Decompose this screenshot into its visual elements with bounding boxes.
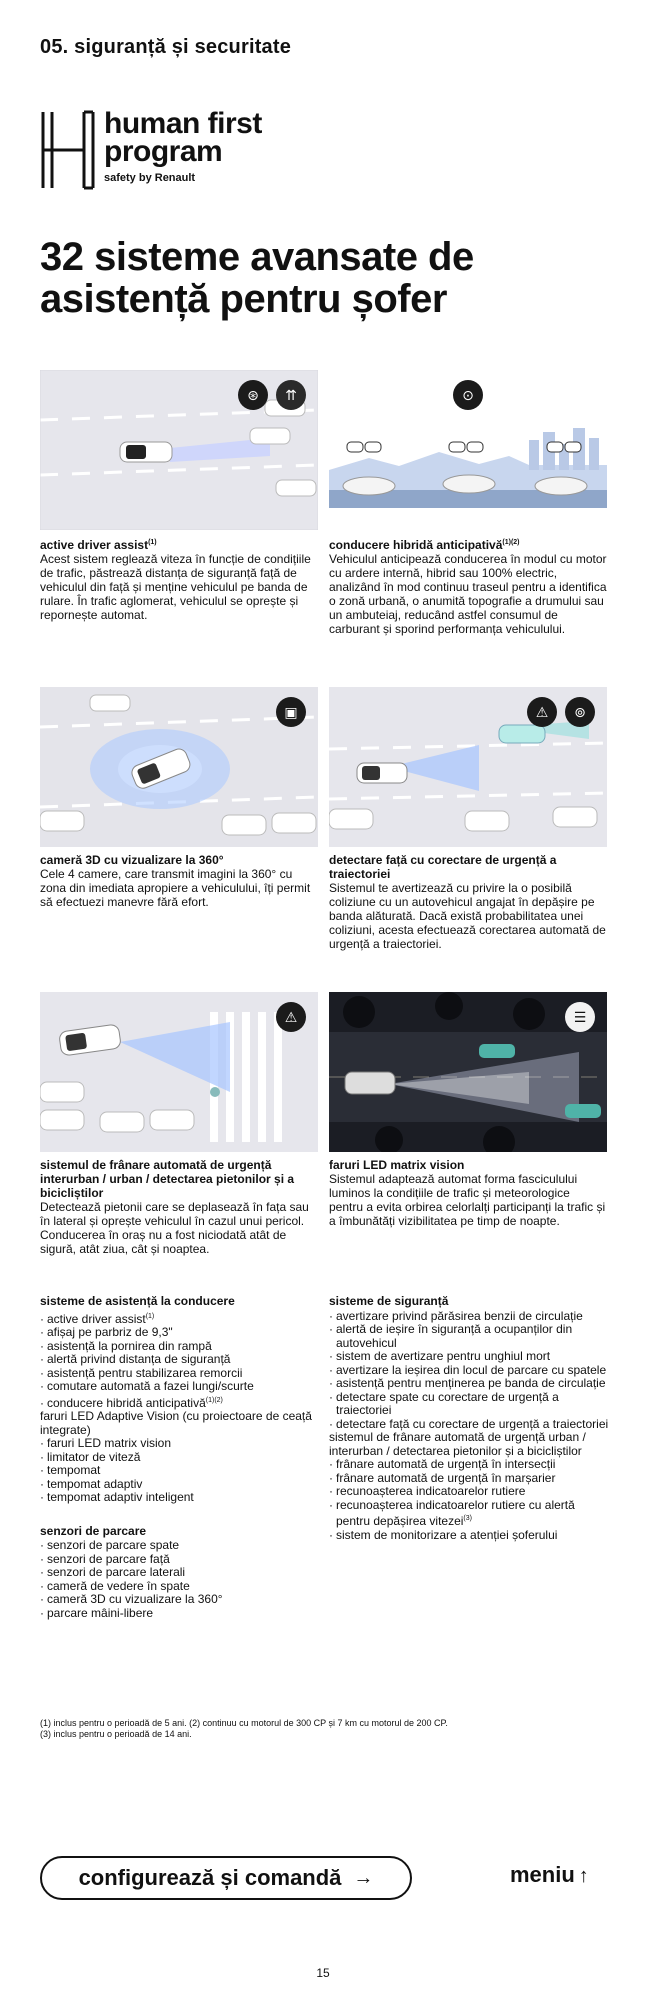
bullet-icon: · [329, 1389, 333, 1404]
safety-list-title: sisteme de siguranță [329, 1294, 449, 1308]
list-item [329, 1377, 609, 1391]
arrow-up-icon: ↑ [578, 1865, 589, 1887]
page-headline [40, 236, 620, 320]
card-title-text: active driver assist [40, 538, 149, 552]
headlight-icon: ☰ [565, 1002, 595, 1032]
list-item [40, 1380, 320, 1394]
hybrid-car-icon: ⊙ [453, 380, 483, 410]
bullet-icon: · [40, 1605, 44, 1620]
list-item [329, 1391, 609, 1418]
bullet-icon: · [40, 1551, 44, 1566]
list-item-note: (1) [145, 1312, 155, 1320]
parking-list [40, 1539, 320, 1620]
assist-and-parking-lists [40, 1295, 320, 1620]
list-item [329, 1485, 609, 1499]
360-camera-illustration [40, 687, 318, 847]
list-item-text: detectare spate cu corectare de urgență a traiectoriei [336, 1389, 559, 1417]
footnote-line2: (3) inclus pentru o perioadă de 14 ani. [40, 1729, 192, 1739]
assist-list [40, 1310, 320, 1505]
bullet-icon: · [40, 1379, 44, 1393]
pedestrian-detection-icon: ⚠ [276, 1002, 306, 1032]
bullet-icon: · [329, 1308, 333, 1323]
list-item-text: recunoașterea indicatoarelor rutiere cu alertă pentru depășirea vitezei [336, 1497, 575, 1528]
page-number: 15 [316, 1966, 330, 1980]
card-text: Cele 4 camere, care transmit imagini la 360° cu zona din imediata apropiere a vehiculului, îți permit să efectuezi manevre fără efort. [40, 867, 311, 909]
list-item-text: faruri LED matrix vision [47, 1436, 172, 1450]
bullet-icon: · [329, 1322, 333, 1336]
bullet-icon: · [40, 1538, 44, 1552]
predictive-hybrid-illustration [329, 370, 607, 530]
card-title: cameră 3D cu vizualizare la 360° [40, 853, 224, 867]
list-item [40, 1539, 320, 1553]
list-item-text: limitator de viteză [47, 1449, 141, 1464]
list-item-text: asistență pentru stabilizarea remorcii [47, 1365, 243, 1380]
menu-label: meniu [510, 1862, 575, 1887]
list-item-text: active driver assist [47, 1311, 146, 1326]
front-collision-illustration [329, 687, 607, 847]
card-title-note: (1)(2) [502, 539, 520, 546]
card-title: faruri LED matrix vision [329, 1158, 465, 1172]
list-item [40, 1464, 320, 1478]
card-title-text: conducere hibridă anticipativă [329, 538, 503, 552]
bullet-icon: · [40, 1490, 44, 1504]
list-item [329, 1418, 609, 1432]
list-item [40, 1340, 320, 1354]
footnote-line1: (1) inclus pentru o perioadă de 5 ani. (2) continuu cu motorul de 300 CP și 7 km cu motorul de 200 CP. [40, 1718, 448, 1728]
list-item [40, 1607, 320, 1621]
list-item-text: frânare automată de urgență în marșarier [336, 1470, 556, 1485]
list-item-text: detectare față cu corectare de urgență a traiectoriei [336, 1416, 609, 1431]
list-item [329, 1499, 609, 1529]
hf-logo-mark-icon [40, 110, 96, 190]
list-item [40, 1310, 320, 1327]
list-item-text: afișaj pe parbriz de 9,3" [47, 1325, 173, 1339]
list-item [329, 1431, 609, 1458]
bullet-icon: · [329, 1497, 333, 1512]
assist-list-title: sisteme de asistență la conducere [40, 1294, 235, 1308]
feature-card-predictive-hybrid [329, 370, 607, 636]
list-item-text: avertizare la ieșirea din locul de parcare cu spatele [336, 1362, 607, 1377]
card-title [329, 536, 607, 552]
list-item-text: tempomat adaptiv [47, 1476, 143, 1491]
led-matrix-illustration [329, 992, 607, 1152]
list-item [40, 1593, 320, 1607]
list-item-text: recunoașterea indicatoarelor rutiere [336, 1484, 526, 1498]
360-camera-icon: ▣ [276, 697, 306, 727]
bullet-icon: · [329, 1484, 333, 1498]
list-item-text: sistem de monitorizare a atenției șoferului [336, 1527, 558, 1542]
configure-and-order-label: configurează și comandă [78, 1865, 342, 1890]
list-item [329, 1364, 609, 1378]
configure-and-order-button[interactable] [40, 1856, 412, 1900]
list-item [40, 1326, 320, 1340]
menu-link[interactable] [510, 1862, 589, 1888]
list-item-text: frânare automată de urgență în intersecții [336, 1457, 556, 1471]
list-item-text: cameră 3D cu vizualizare la 360° [47, 1592, 223, 1606]
list-item-text: senzori de parcare laterali [47, 1565, 186, 1579]
list-item-text: tempomat [47, 1463, 101, 1477]
list-item-text: conducere hibridă anticipativă [47, 1395, 206, 1410]
list-item-text: asistență pentru menținerea pe banda de circulație [336, 1376, 606, 1390]
collision-warning-icon: ⚠ [527, 697, 557, 727]
section-title: 05. siguranță și securitate [40, 36, 292, 58]
list-item-text: parcare mâini-libere [47, 1605, 154, 1620]
list-item-text: avertizare privind părăsirea benzii de circulație [336, 1308, 583, 1323]
card-text: Sistemul adaptează automat forma fasciculului luminos la condițiile de trafic și meteorologice pentru a evita orbirea celorlalți participanți la trafic și a îmbunătăți vizibilitatea pe timp de noapte. [329, 1172, 606, 1228]
bullet-icon: · [40, 1592, 44, 1606]
list-item [40, 1353, 320, 1367]
safety-list [329, 1310, 609, 1543]
list-item-text: sistem de avertizare pentru unghiul mort [336, 1349, 551, 1363]
list-item-text: tempomat adaptiv inteligent [47, 1490, 194, 1504]
headline-line1: 32 sisteme avansate de [40, 235, 474, 279]
feature-card-aeb-pedestrian [40, 992, 318, 1256]
list-item-text: senzori de parcare spate [47, 1538, 180, 1552]
list-item [329, 1323, 609, 1350]
card-title [40, 536, 318, 552]
feature-card-front-collision-correction [329, 687, 607, 951]
list-item [40, 1580, 320, 1594]
list-item-text: comutare automată a fazei lungi/scurte [47, 1379, 254, 1393]
list-item-note: (3) [463, 1515, 472, 1522]
list-item [40, 1437, 320, 1451]
arrow-right-icon: → [353, 1866, 374, 1889]
list-item [40, 1553, 320, 1567]
headline-line2: asistență pentru șofer [40, 277, 447, 321]
list-item [40, 1491, 320, 1505]
logo-line2: program [104, 135, 223, 168]
footnotes [40, 1718, 600, 1740]
bullet-icon: · [40, 1565, 44, 1579]
list-item-text: asistență la pornirea din rampă [47, 1338, 212, 1353]
list-item [40, 1367, 320, 1381]
list-item-text: cameră de vedere în spate [47, 1578, 190, 1593]
emergency-steering-icon: ⊚ [565, 697, 595, 727]
feature-card-360-camera [40, 687, 318, 909]
bullet-icon: · [40, 1365, 44, 1380]
card-text: Detectează pietonii care se deplasează în fața sau în lateral și oprește vehiculul în cazul unui pericol. Conducerea în oraș nu a fost niciodată atât de sigură, atât ziua, cât și noaptea. [40, 1200, 309, 1256]
bullet-icon: · [329, 1376, 333, 1390]
bullet-icon: · [40, 1395, 44, 1410]
logo-line1: human first [104, 107, 262, 140]
parking-list-title: senzori de parcare [40, 1523, 147, 1538]
list-item [329, 1458, 609, 1472]
safety-list-column [329, 1295, 609, 1542]
bullet-icon: · [329, 1457, 333, 1471]
list-item-text: faruri LED Adaptive Vision (cu proiectoare de ceață integrate) [40, 1409, 312, 1437]
list-item [329, 1310, 609, 1324]
bullet-icon: · [329, 1349, 333, 1363]
feature-card-led-matrix-vision [329, 992, 607, 1228]
list-item [40, 1566, 320, 1580]
card-title: sistemul de frânare automată de urgență interurban / urban / detectarea pietonilor și a bicicliștilor [40, 1158, 295, 1200]
bullet-icon: · [40, 1325, 44, 1339]
human-first-program-logo [40, 107, 262, 190]
card-title-note: (1) [148, 539, 157, 546]
list-item-text: alertă privind distanța de siguranță [47, 1352, 231, 1366]
feature-card-active-driver-assist [40, 370, 318, 622]
list-item [329, 1472, 609, 1486]
list-item-note: (1)(2) [205, 1396, 223, 1404]
bullet-icon: · [40, 1463, 44, 1477]
logo-subtitle: safety by Renault [104, 172, 196, 184]
card-text: Sistemul te avertizează cu privire la o posibilă coliziune cu un autovehicul angajat în depășire pe banda alăturată. Dacă există probabilitatea unei coliziuni, acesta efectuează corectarea automată de urgență a traiectoriei. [329, 881, 606, 951]
list-item [40, 1451, 320, 1465]
list-item-text: alertă de ieșire în siguranță a ocupanților din autovehicul [336, 1322, 573, 1350]
bullet-icon: · [329, 1416, 333, 1431]
list-item [329, 1529, 609, 1543]
list-item [40, 1394, 320, 1411]
bullet-icon: · [40, 1338, 44, 1353]
list-item-text: sistemul de frânare automată de urgență urban / interurban / detectarea pietonilor și a bicicliștilor [329, 1430, 586, 1458]
bullet-icon: · [40, 1352, 44, 1366]
bullet-icon: · [329, 1362, 333, 1377]
bullet-icon: · [329, 1470, 333, 1485]
steering-assist-icon: ⊛ [238, 380, 268, 410]
active-driver-assist-illustration [40, 370, 318, 530]
bullet-icon: · [329, 1527, 333, 1542]
list-item [40, 1478, 320, 1492]
bullet-icon: · [40, 1436, 44, 1450]
bullet-icon: · [40, 1449, 44, 1464]
list-item [329, 1350, 609, 1364]
bullet-icon: · [40, 1311, 44, 1326]
card-title: detectare față cu corectare de urgență a traiectoriei [329, 853, 557, 881]
bullet-icon: · [40, 1578, 44, 1593]
aeb-pedestrian-illustration [40, 992, 318, 1152]
lane-assist-icon: ⇈ [276, 380, 306, 410]
bullet-icon: · [40, 1476, 44, 1491]
card-text: Vehiculul anticipează conducerea în modul cu motor cu ardere internă, hibrid sau 100% electric, analizând în mod continuu traseul pentru a identifica o zonă urbană, o anumită topografie a drumului sau un ambuteiaj, reducând astfel consumul de carburant și sporind performanța vehiculului. [329, 552, 607, 636]
card-text: Acest sistem reglează viteza în funcție de condițiile de trafic, păstrează distanța de siguranță față de vehiculul din față și menține vehiculul pe banda de rulare. În trafic aglomerat, vehiculul se oprește și repornește automat. [40, 552, 311, 622]
list-item [40, 1410, 320, 1437]
list-item-text: senzori de parcare față [47, 1551, 170, 1566]
